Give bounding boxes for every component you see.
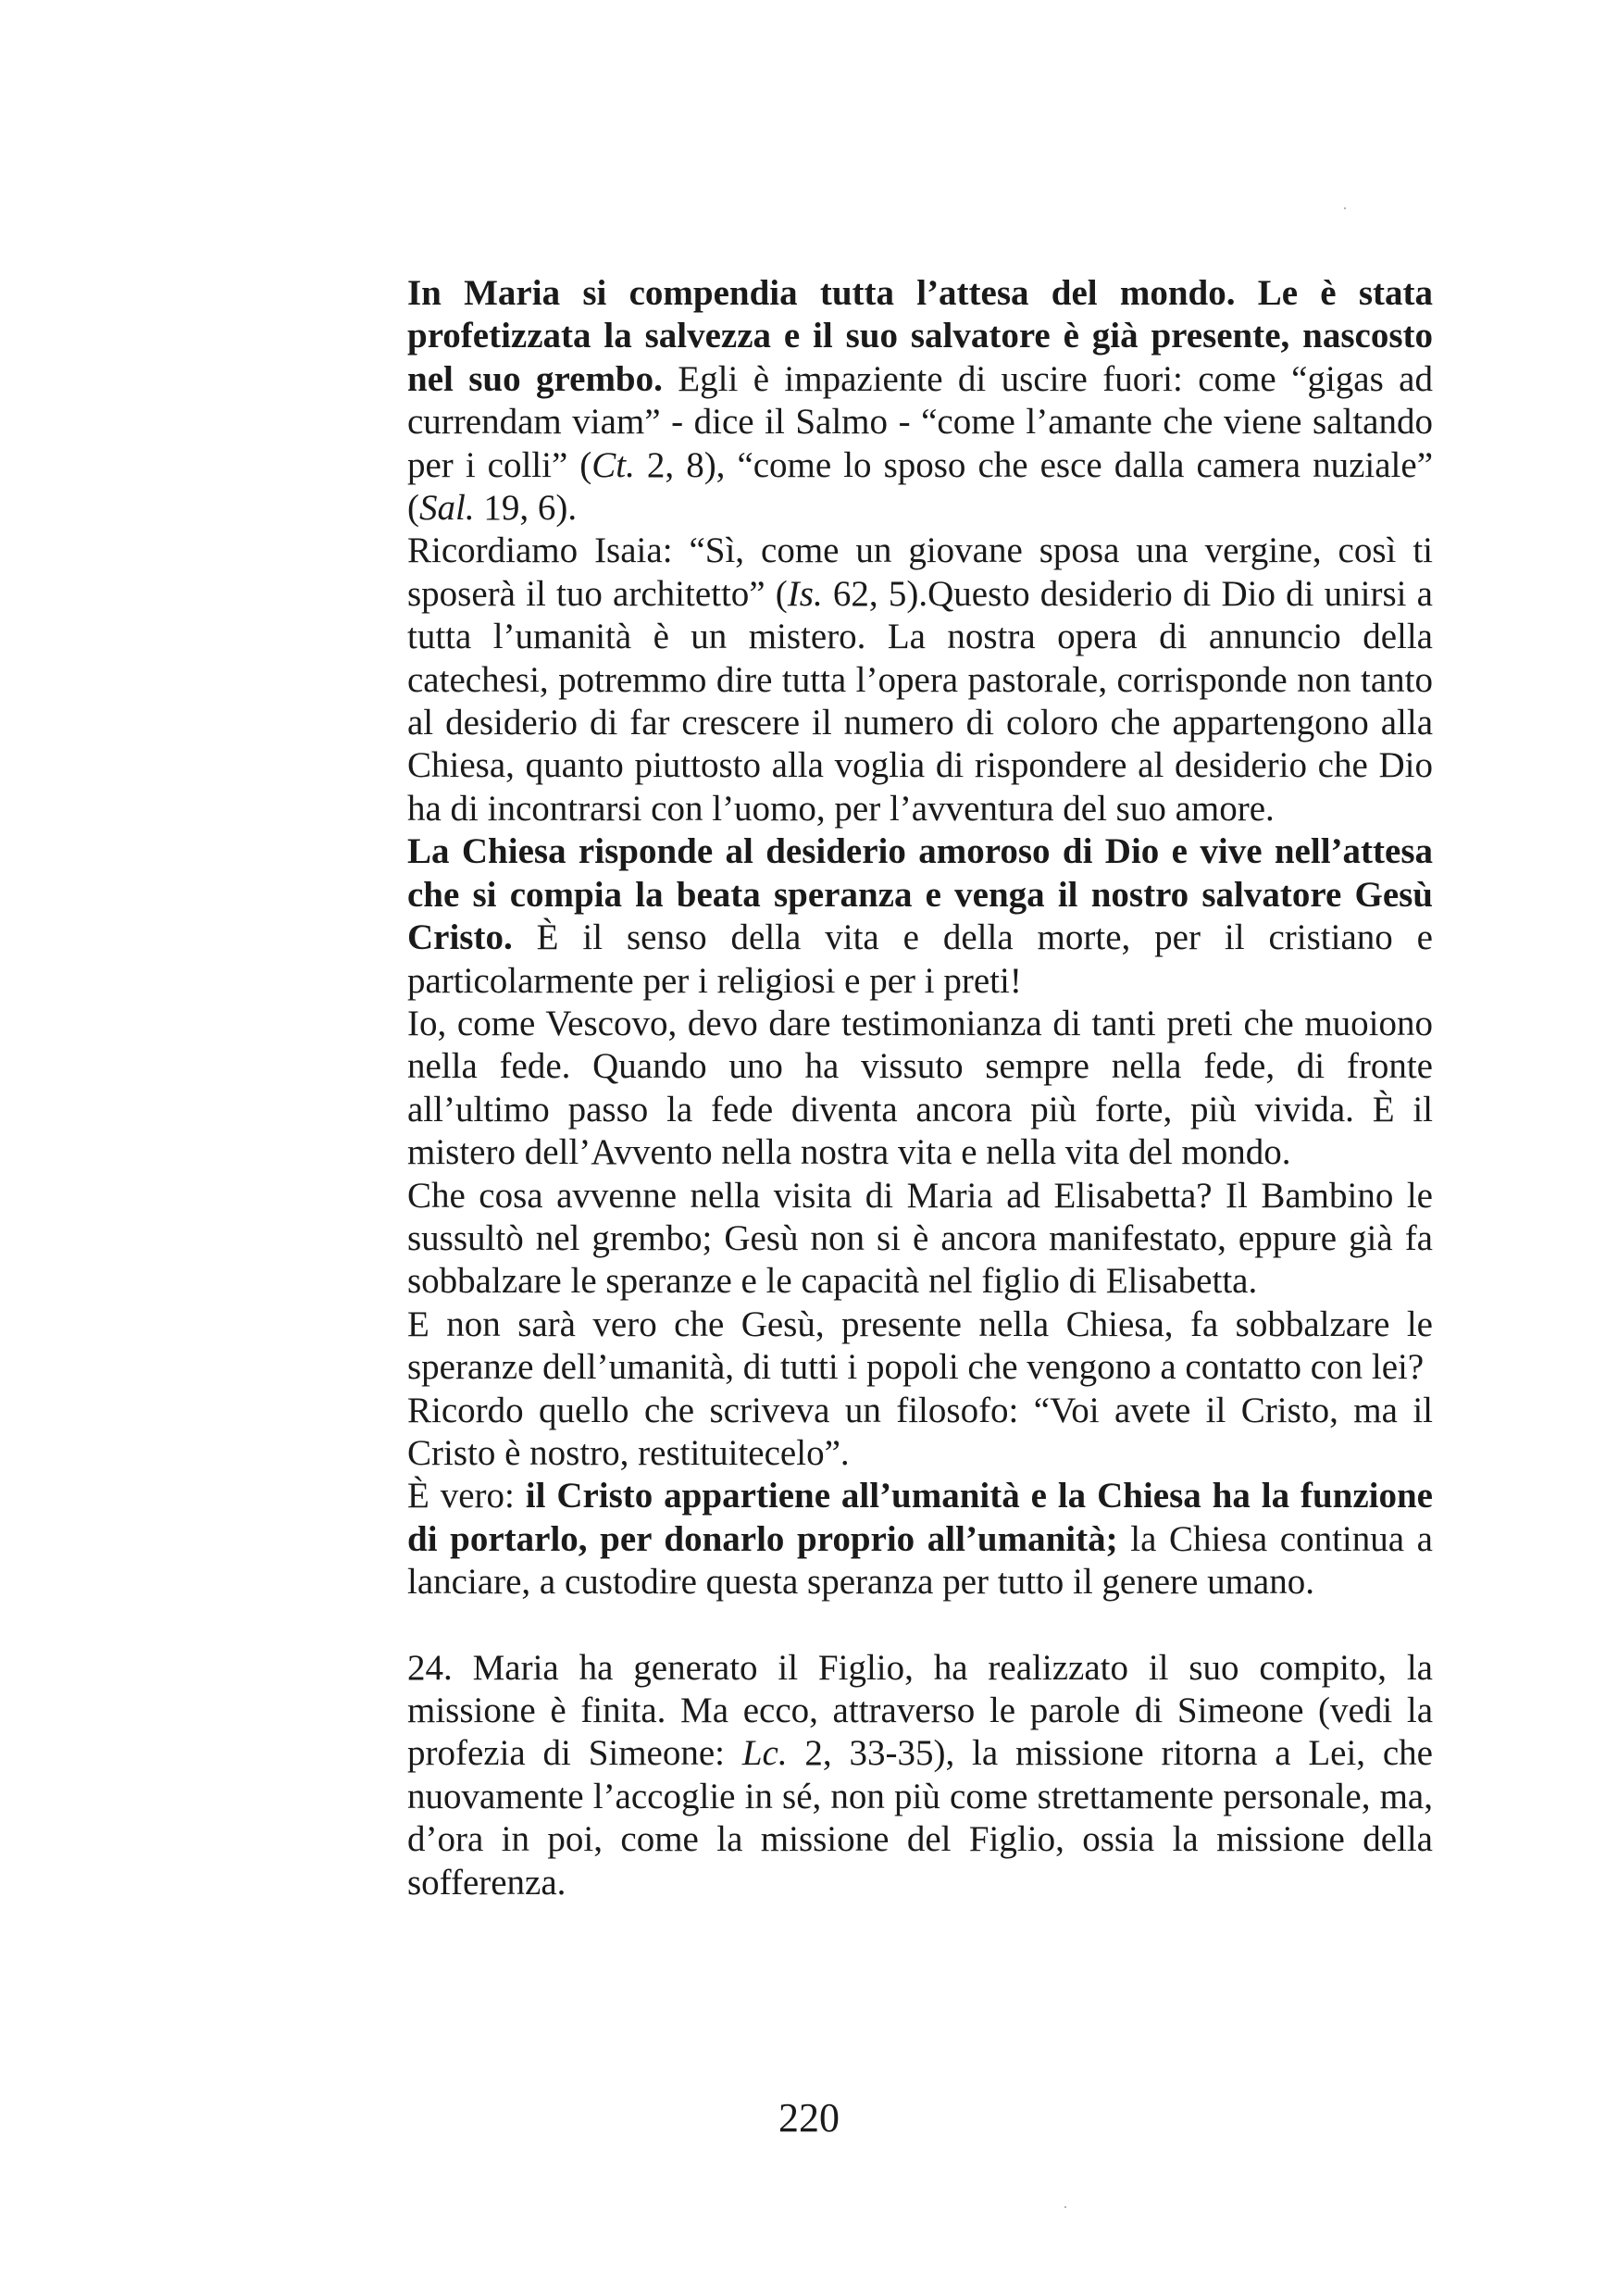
text-run: 19, 6). [474, 488, 578, 529]
paragraph [407, 1003, 1433, 1175]
text-run: Egli è impaziente di uscire fuori: come “gigas ad currendam viam” - dice il Salmo - “come l’amante che viene saltando per i colli” ( [407, 358, 1433, 485]
paragraph [407, 1304, 1433, 1390]
italic-citation: Lc. [741, 1733, 788, 1774]
paragraph [407, 530, 1433, 830]
scan-speck [1344, 207, 1346, 209]
italic-citation: Sal. [419, 488, 475, 529]
scan-speck [1064, 2206, 1066, 2208]
text-run: 62, 5).Questo desiderio di Dio di unirsi a tutta l’umanità è un mistero. La nostra opera di annuncio della catechesi, potremmo dire tutta l’opera pastorale, corrisponde non tanto al desiderio di far crescere il numero di coloro che appartengono alla Chiesa, quanto piuttosto alla voglia di rispondere al desiderio che Dio ha di incontrarsi con l’uomo, per l’avventura del suo amore. [407, 573, 1433, 829]
italic-citation: Is. [787, 573, 823, 614]
text-run: Io, come Vescovo, devo dare testimonianza di tanti preti che muoiono nella fede. Quando uno ha vissuto sempre nella fede, di fronte all’ultimo passo la fede diventa ancora più forte, più vivida. È il mistero dell’Avvento nella nostra vita e nella vita del mondo. [407, 1003, 1433, 1173]
text-run: Ricordo quello che scriveva un filosofo: “Voi avete il Cristo, ma il Cristo è nostro, restituitecelo”. [407, 1390, 1433, 1473]
text-run: Che cosa avvenne nella visita di Maria ad Elisabetta? Il Bambino le sussultò nel grembo; Gesù non si è ancora manifestato, eppure già fa sobbalzare le speranze e le capacità nel figlio di Elisabetta. [407, 1175, 1433, 1302]
paragraph [407, 1175, 1433, 1304]
text-run: 24. Maria ha generato il Figlio, ha realizzato il suo compito, la missione è finita. Ma ecco, attraverso le parole di Simeone (vedi la profezia di Simeone: [407, 1647, 1433, 1774]
paragraph [407, 1647, 1433, 1904]
bold-run: il Cristo appartiene all’umanità e la Chiesa ha la funzione di portarlo, per donarlo proprio all’umanità; [407, 1476, 1433, 1559]
text-run: Ricordiamo Isaia: “Sì, come un giovane sposa una vergine, così ti sposerà il tuo architetto” ( [407, 530, 1433, 614]
page-number: 220 [778, 2095, 840, 2140]
text-run: 2, 33-35), la missione ritorna a Lei, che nuovamente l’accoglie in sé, non più come strettamente personale, ma, d’ora in poi, come la missione del Figlio, ossia la missione della sofferenza. [407, 1733, 1433, 1903]
text-run: È vero: [407, 1476, 526, 1516]
text-run: 2, 8), “come lo sposo che esce dalla camera nuziale” ( [407, 444, 1433, 529]
paragraph [407, 272, 1433, 530]
paragraph [407, 1475, 1433, 1603]
body-text [407, 272, 1433, 1904]
text-run: E non sarà vero che Gesù, presente nella Chiesa, fa sobbalzare le speranze dell’umanità, di tutti i popoli che vengono a contatto con lei? [407, 1304, 1433, 1388]
paragraph [407, 830, 1433, 1003]
paragraph [407, 1390, 1433, 1476]
text-run: È il senso della vita e della morte, per il cristiano e particolarmente per i religiosi e per i preti! [407, 917, 1433, 1001]
italic-citation: Ct. [591, 444, 635, 485]
text-run: la Chiesa continua a lanciare, a custodire questa speranza per tutto il genere umano. [407, 1518, 1433, 1603]
bold-run: In Maria si compendia tutta l’attesa del mondo. Le è stata profetizzata la salvezza e il suo salvatore è già presente, nascosto nel suo grembo. [407, 273, 1433, 399]
bold-run: La Chiesa risponde al desiderio amoroso di Dio e vive nell’attesa che si compia la beata speranza e venga il nostro salvatore Gesù Cristo. [407, 831, 1433, 958]
